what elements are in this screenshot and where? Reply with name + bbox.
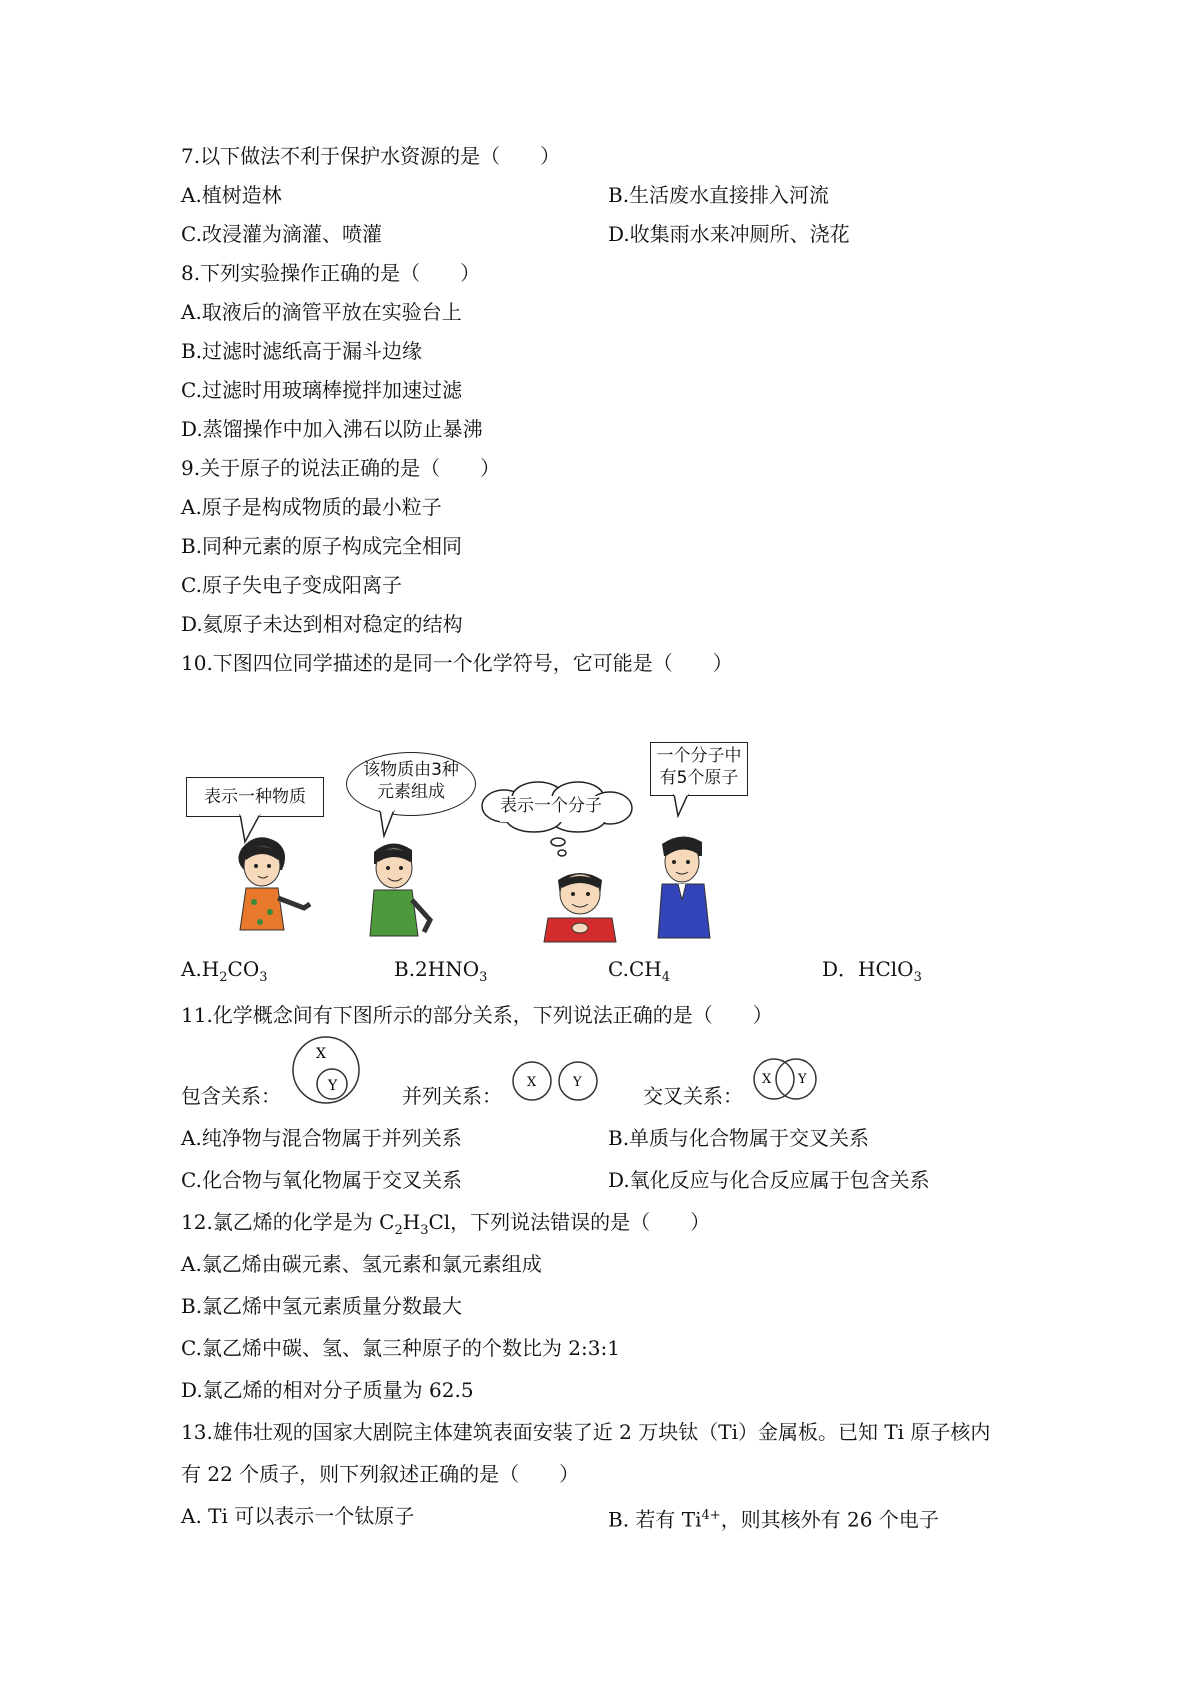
boy-green-student-icon [352, 836, 442, 940]
venn-contain-x: X [316, 1046, 326, 1062]
venn-parallel-diagram [510, 1058, 602, 1104]
q12-option-b: B.氯乙烯中氢元素质量分数最大 [181, 1294, 463, 1318]
q7-option-c: C.改浸灌为滴灌、喷灌 [181, 222, 382, 246]
q13-b-sup: 4+ [701, 1508, 721, 1523]
q11-stem: 11.化学概念间有下图所示的部分关系，下列说法正确的是（ ） [181, 1003, 773, 1027]
q13-stem-line2: 有 22 个质子，则下列叙述正确的是（ ） [181, 1462, 580, 1486]
venn-parallel-y: Y [573, 1075, 582, 1090]
venn-cross-x-circle [754, 1059, 794, 1099]
q8-option-d: D.蒸馏操作中加入沸石以防止暴沸 [181, 417, 483, 441]
q12-sub2: 3 [420, 1223, 429, 1238]
venn-contain-y: Y [328, 1078, 338, 1094]
q10-option-c [608, 956, 670, 991]
q8-option-c: C.过滤时用玻璃棒搅拌加速过滤 [181, 378, 462, 402]
bubble-student-1 [186, 777, 324, 817]
q10-a-sub2: 3 [259, 970, 268, 985]
q12-option-a: A.氯乙烯由碳元素、氢元素和氯元素组成 [181, 1252, 542, 1276]
q11-relation-parallel-label: 并列关系： [402, 1084, 502, 1108]
q11-option-b: B.单质与化合物属于交叉关系 [608, 1126, 870, 1150]
bubble-text-3: 表示一个分子 [500, 796, 602, 816]
q13-option-b [608, 1503, 939, 1533]
q10-c-sub1: 4 [661, 970, 670, 985]
q7-option-a: A.植树造林 [181, 183, 282, 207]
q10-a-sub1: 2 [219, 970, 228, 985]
bubble-student-2 [346, 752, 476, 816]
q10-stem: 10.下图四位同学描述的是同一个化学符号，它可能是（ ） [181, 651, 733, 675]
q7-stem: 7.以下做法不利于保护水资源的是（ ） [181, 144, 561, 168]
q11-option-c: C.化合物与氧化物属于交叉关系 [181, 1168, 462, 1192]
q10-option-d [822, 956, 922, 991]
q11-relation-contain-label: 包含关系： [181, 1084, 281, 1108]
q10-a-mid: CO [227, 957, 260, 981]
bubble-text-1: 表示一种物质 [204, 787, 306, 807]
q10-c-prefix: C.CH [608, 957, 662, 981]
thought-cloud-icon [478, 780, 638, 860]
q10-d-prefix: D．HClO [822, 957, 914, 981]
q8-option-a: A.取液后的滴管平放在实验台上 [181, 300, 462, 324]
bubble-tail-2 [372, 810, 402, 838]
q12-stem [181, 1209, 710, 1244]
bubble-text-2b: 元素组成 [377, 782, 445, 802]
q12-option-c: C.氯乙烯中碳、氢、氯三种原子的个数比为 2:3:1 [181, 1336, 620, 1360]
q9-option-d: D.氦原子未达到相对稳定的结构 [181, 612, 463, 636]
girl-student-icon [212, 830, 322, 940]
venn-cross-x: X [762, 1072, 772, 1087]
q11-option-d: D.氧化反应与化合反应属于包含关系 [608, 1168, 930, 1192]
q12-stem-post: Cl，下列说法错误的是（ ） [428, 1210, 711, 1234]
q10-b-sub1: 3 [479, 970, 488, 985]
venn-cross-y: Y [798, 1072, 807, 1087]
venn-cross-y-circle [776, 1059, 816, 1099]
q12-stem-pre: 12.氯乙烯的化学是为 C [181, 1210, 395, 1234]
q9-option-a: A.原子是构成物质的最小粒子 [181, 495, 442, 519]
q9-stem: 9.关于原子的说法正确的是（ ） [181, 456, 501, 480]
bubble-tail-4 [672, 794, 696, 818]
bubble-student-4 [650, 742, 748, 796]
q10-b-prefix: B.2HNO [394, 957, 480, 981]
venn-parallel-x: X [527, 1075, 537, 1090]
q7-option-d: D.收集雨水来冲厕所、浇花 [608, 222, 850, 246]
venn-contain-diagram [288, 1034, 364, 1110]
q10-a-prefix: A.H [181, 957, 220, 981]
q13-option-a: A. Ti 可以表示一个钛原子 [181, 1504, 415, 1528]
q9-option-b: B.同种元素的原子构成完全相同 [181, 534, 463, 558]
boy-blue-student-icon [648, 830, 728, 942]
bubble-text-4a: 一个分子中 [656, 746, 742, 766]
q8-option-b: B.过滤时滤纸高于漏斗边缘 [181, 339, 423, 363]
q10-d-sub1: 3 [913, 970, 922, 985]
q11-option-a: A.纯净物与混合物属于并列关系 [181, 1126, 462, 1150]
q13-b-post: ，则其核外有 26 个电子 [720, 1507, 939, 1532]
q13-b-pre: B. 若有 Ti [608, 1507, 702, 1532]
q13-stem-line1: 13.雄伟壮观的国家大剧院主体建筑表面安装了近 2 万块钛（Ti）金属板。已知 Ti 原子核内 [181, 1420, 991, 1444]
q11-relation-cross-label: 交叉关系： [643, 1084, 743, 1108]
q10-option-b [394, 956, 487, 991]
bubble-text-4b: 有5个原子 [659, 768, 739, 788]
q10-option-a [181, 956, 268, 991]
boy-red-student-icon [538, 866, 628, 944]
q12-sub1: 2 [394, 1223, 403, 1238]
q8-stem: 8.下列实验操作正确的是（ ） [181, 261, 481, 285]
q9-option-c: C.原子失电子变成阳离子 [181, 573, 402, 597]
q7-option-b: B.生活废水直接排入河流 [608, 183, 830, 207]
q12-mid: H [402, 1210, 421, 1234]
q12-option-d: D.氯乙烯的相对分子质量为 62.5 [181, 1378, 474, 1402]
bubble-text-2a: 该物质由3种 [363, 760, 459, 780]
venn-cross-diagram [750, 1056, 822, 1102]
